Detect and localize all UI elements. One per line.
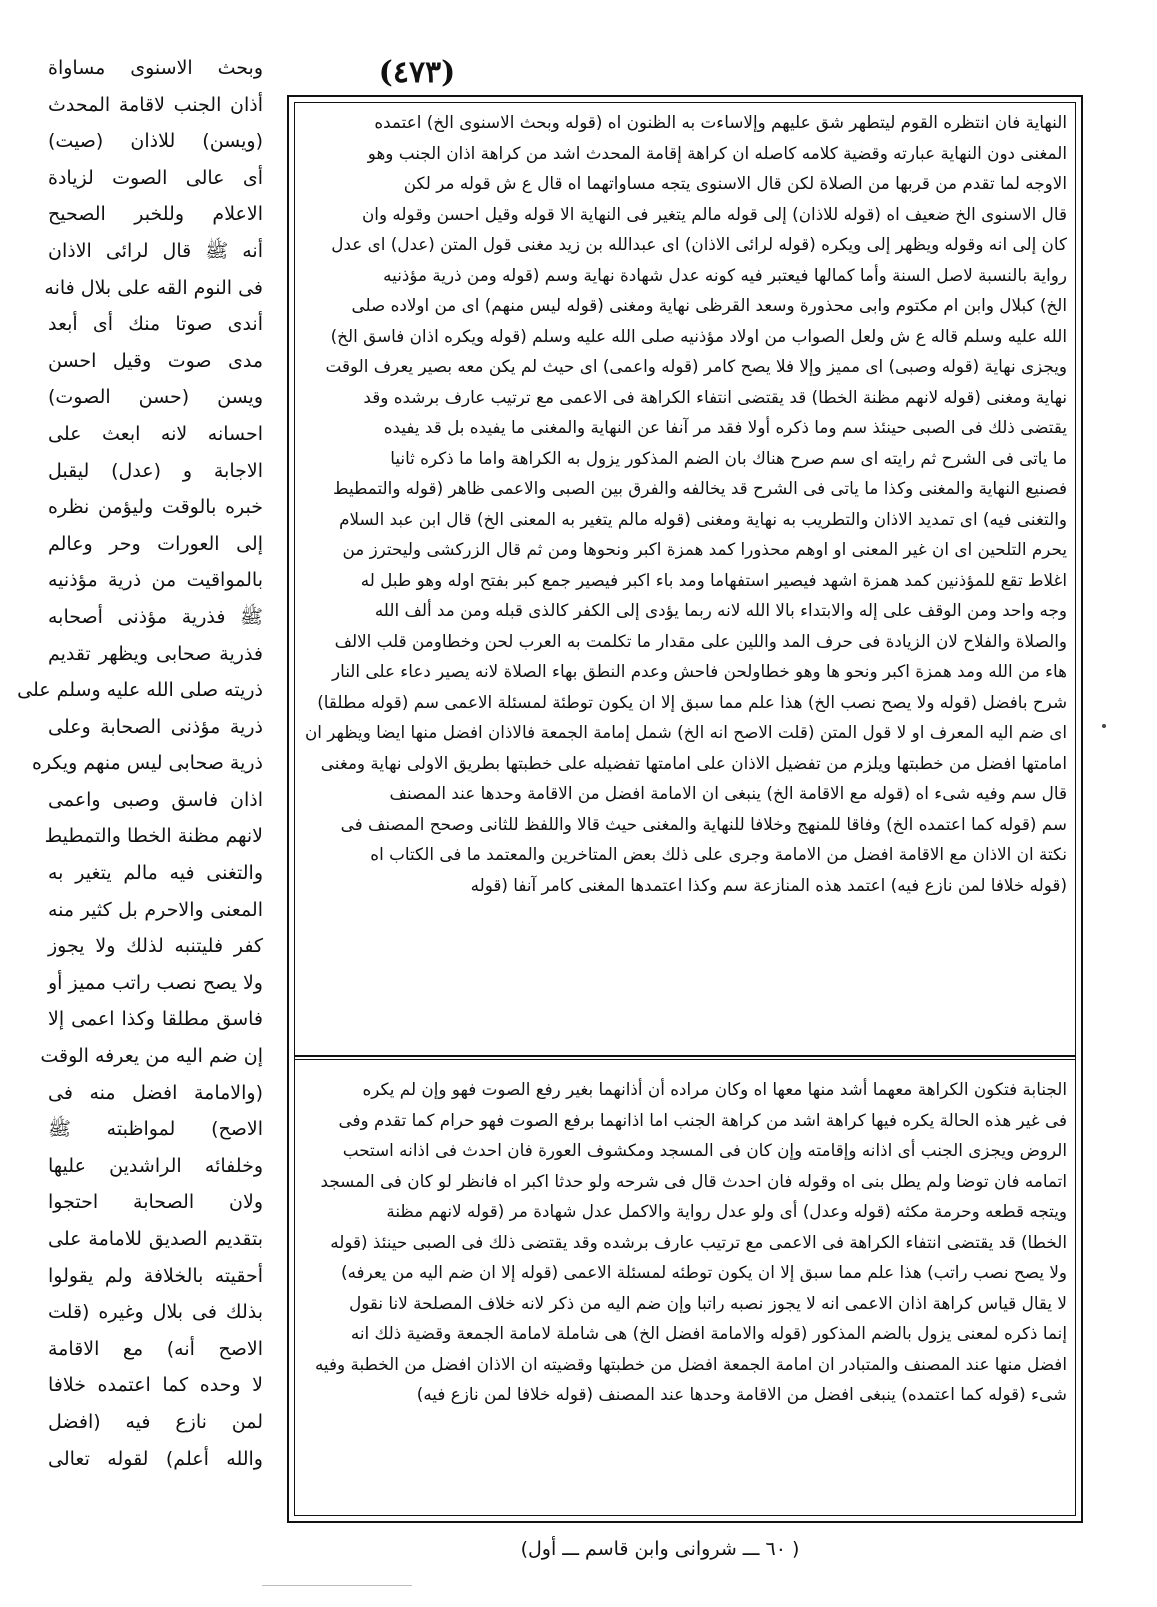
matn-line: أنه ﷺ قال لرائى الاذان [48, 239, 263, 262]
matn-line: ولان الصحابة احتجوا [48, 1191, 263, 1214]
matn-line: ذريته صلى الله عليه وسلم على [17, 679, 263, 702]
commentary-line: قال سم وفيه شىء اه (قوله مع الاقامة الخ) ينبغى ان الامامة افضل من الاقامة وحدها عند المصنف [389, 783, 1067, 803]
matn-line: والله أعلم) لقوله تعالى [48, 1447, 263, 1470]
commentary-line: افضل منها عند المصنف والمتبادر ان امامة الجمعة افضل من خطبتها وقضيته ان الاذان افضل من الخطبة وفيه [314, 1353, 1067, 1374]
matn-line: وخلفائه الراشدين عليها [48, 1154, 263, 1177]
commentary-line: فى غير هذه الحالة يكره فيها كراهة اشد من كراهة الجنب اما اذانهما برفع الصوت فهو حرام كما تقدم وفى [338, 1109, 1067, 1130]
commentary-line: المغنى دون النهاية عبارته وقضية كلامه كاصله ان كراهة إقامة المحدث اشد من كراهة اذان الجنب وهو [367, 142, 1067, 163]
commentary-line: كان إلى انه وقوله ويظهر إلى ويكره (قوله لرائى الاذان) اى عبدالله بن زيد مغنى قول المتن (عدل) اى عدل [331, 234, 1067, 254]
matn-line: لانهم مظنة الخطا والتمطيط [44, 825, 263, 848]
matn-line: خبره بالوقت وليؤمن نظره [48, 496, 263, 519]
matn-line: احسانه لانه ابعث على [48, 422, 263, 445]
commentary-line: ولا يصح نصب راتب) هذا علم مما سبق إلا ان يكون توطئه لمسئلة الاعمى (قوله إلا ان ضم اليه من يعرفه) [341, 1262, 1067, 1282]
matn-line: اذان فاسق وصبى واعمى [48, 788, 263, 811]
commentary-line: اى ضم اليه المعرف او لا قول المتن (قلت الاصح انه الخ) شمل إمامة الجمعة فالاذان افضل منها ايضا ويظهر ان [304, 722, 1067, 742]
matn-line: ﷺ فذرية مؤذنى أصحابه [48, 605, 263, 628]
matn-line: ويسن (حسن الصوت) [48, 386, 263, 409]
matn-line: أذان الجنب لاقامة المحدث [48, 93, 263, 116]
commentary-line: الاوجه لما تقدم من قربها من الصلاة لكن قال الاسنوى يتجه مساواتهما اه قال ع ش قوله مر لكن [403, 173, 1067, 193]
commentary-line: لا يقال قياس كراهة اذان الاعمى انه لا يجوز نصبه راتبا وإن ضم اليه من ذكر لانه خلاف المصلحة لانا نقول [349, 1292, 1067, 1313]
matn-line: لا وحده كما اعتمده خلافا [48, 1374, 263, 1397]
commentary-line: إنما ذكره لمعنى يزول بالضم المذكور (قوله والامامة افضل الخ) هى شاملة لامامة الجمعة وقضية ذلك انه [350, 1323, 1067, 1343]
commentary-line: والتغنى فيه) اى تمديد الاذان والتطريب به نهاية ومغنى (قوله مالم يتغير به المعنى الخ) قال ابن عبد السلام [339, 508, 1067, 529]
matn-line: بذلك فى بلال وغيره (قلت [48, 1301, 263, 1324]
section-divider [295, 1055, 1075, 1057]
matn-line: لمن نازع فيه (افضل [48, 1410, 263, 1433]
matn-line: بالمواقيت من ذرية مؤذنيه [48, 569, 263, 592]
matn-line: بتقديم الصديق للامامة على [48, 1228, 263, 1250]
commentary-line: امامتها افضل من خطبتها ويلزم من تفضيل الاذان على امامتها تفضيله على خطبتها بطريق الاولى نهاية ومغنى [320, 752, 1067, 773]
commentary-line: الجنابة فتكون الكراهة معهما أشد منها معها اه وكان مراده أن أذانهما بغير رفع الصوت فهو وإن لم يكره [362, 1079, 1067, 1099]
matn-line: (ويسن) للاذان (صيت) [48, 130, 263, 153]
matn-side-column [17, 50, 263, 1570]
commentary-line: اغلاط تقع للمؤذنين كمد همزة اشهد فيصير استفهاما ومد باء اكبر فيصير جمع كبر بفتح اوله وهو طبل له [360, 569, 1067, 590]
matn-line: الاصح أنه) مع الاقامة [48, 1337, 263, 1360]
commentary-line: يحرم التلحين اى ان غير المعنى او اوهم محذورا كمد همزة اكبر ونحوها ومن ثم قال الزركشى وليحترز من [342, 539, 1067, 559]
commentary-line: هاء من الله ومد همزة اكبر ونحو ها وهو خطاولحن فاحش وعدم النطق بهاء الصلاة لانه يصير دعاء على النار [332, 661, 1067, 681]
commentary-line: نهاية ومغنى (قوله لانهم مظنة الخطا) قد يقتضى انتفاء الكراهة فى الاعمى مع ترتيب عارف برشده وقد [363, 386, 1067, 407]
commentary-line: الله عليه وسلم قاله ع ش ولعل الصواب من اولاد مؤذنيه صلى الله عليه وسلم (قوله ويكره اذان فاسق الخ) [330, 325, 1067, 346]
matn-line: مدى صوت وقيل احسن [48, 349, 263, 372]
commentary-line: قال الاسنوى الخ ضعيف اه (قوله للاذان) إلى قوله مالم يتغير فى النهاية الا قوله وقيل احسن وقوله وان [361, 203, 1067, 224]
commentary-line: نكتة ان الاذان مع الاقامة افضل من الامامة وجرى على ذلك بعض المتاخرين والمعتمد ما فى الكتاب اه [370, 844, 1067, 864]
commentary-line: النهاية فان انتظره القوم ليتطهر شق عليهم وإلاساءت به الظنون اه (قوله وبحث الاسنوى الخ) اعتمده [374, 112, 1067, 132]
matn-line: (والامامة افضل منه فى [48, 1081, 263, 1104]
ibn-qasim-commentary [305, 1072, 1067, 1512]
commentary-line: الخ) كبلال وابن ام مكتوم وابى محذورة وسعد القرظى نهاية ومغنى (قوله ليس منهم) اى من اولاده صلى [351, 295, 1067, 315]
matn-line: إلى العورات وحر وعالم [48, 532, 263, 555]
matn-line: ذرية صحابى ليس منهم ويكره [31, 752, 263, 775]
matn-line: والتغنى فيه مالم يتغير به [48, 862, 263, 885]
matn-line: وبحث الاسنوى مساواة [48, 57, 263, 79]
commentary-line: والصلاة والفلاح لان الزيادة فى حرف المد واللين على مقدار ما تكلمت به العرب لحن وخطاومن قلب الالف [334, 630, 1067, 651]
matn-line: أى عالى الصوت لزيادة [48, 166, 263, 189]
matn-line: الاعلام وللخبر الصحيح [48, 203, 263, 226]
matn-line: فاسق مطلقا وكذا اعمى إلا [48, 1008, 263, 1031]
margin-mark [1102, 724, 1106, 728]
commentary-line: فصنيع النهاية والمغنى وكذا ما ياتى فى الشرح قد يخالفه والفرق بين الصبى والاعمى ظاهر (قوله والتمطيط [333, 478, 1067, 498]
commentary-line: سم (قوله كما اعتمده الخ) وفاقا للمنهج وخلافا للنهاية والمغنى حيث قالا واللفظ للثانى وصحح المصنف فى [340, 813, 1067, 834]
commentary-line: اتمامه فان توضا ولم يطل بنى اه وقوله فان احدث قال فى شرحه ولو حدثا اكبر اه فانظر لو كان فى المسجد [320, 1170, 1067, 1191]
commentary-line: شىء (قوله كما اعتمده) ينبغى افضل من الاقامة وحدها عند المصنف (قوله خلافا لمن نازع فيه) [416, 1384, 1067, 1404]
page-number: (٤٧٣) [378, 55, 456, 90]
commentary-line: ويتجه قطعه وحرمة مكثه (قوله وعدل) أى ولو عدل رواية والاكمل عدل شهادة مر (قوله لانهم مظنة [386, 1201, 1067, 1221]
commentary-line: ما ياتى فى الشرح ثم رايته اى سم صرح هناك بان الضم المذكور يزول به الكراهة واما ما ذكره ثانيا [390, 447, 1067, 468]
matn-line: المعنى والاحرم بل كثير منه [48, 898, 263, 921]
sharwani-commentary [305, 107, 1067, 1042]
matn-line: الاجابة و (عدل) ليقبل [48, 459, 263, 482]
section-divider-thin [295, 1059, 1075, 1060]
matn-line: الاصح) لمواظبته ﷺ [48, 1118, 263, 1141]
matn-line: ولا يصح نصب راتب مميز أو [48, 971, 263, 994]
commentary-line: الروض ويجزى الجنب أى اذانه وإقامته وإن كان فى المسجد ومكشوف العورة فان احدث فى اذانه استحب [342, 1140, 1067, 1160]
commentary-line: شرح بافضل (قوله ولا يصح نصب الخ) هذا علم مما سبق إلا ان يكون توطئة لمسئلة الاعمى سم (قوله مطلقا) [317, 691, 1067, 712]
commentary-line: رواية بالنسبة لاصل السنة وأما كمالها فيعتبر فيه كونه عدل شهادة نهاية وسم (قوله ومن ذرية مؤذنيه [383, 264, 1067, 285]
matn-line: أندى صوتا منك أى أبعد [48, 313, 263, 336]
matn-line: فى النوم القه على بلال فانه [44, 276, 263, 299]
commentary-line: وجه واحد ومن الوقف على إله والابتداء بالا الله لانه ربما يؤدى إلى الكفر كالذى قبله ومن مد ألف الله [374, 600, 1067, 620]
commentary-line: ويجزى نهاية (قوله وصبى) اى مميز وإلا فلا يصح كامر (قوله واعمى) اى حيث لم يكن معه بصير يعرف الوقت [325, 356, 1067, 376]
matn-line: أحقيته بالخلافة ولم يقولوا [48, 1264, 263, 1287]
matn-line: كفر فليتنبه لذلك ولا يجوز [48, 935, 263, 958]
commentary-frame [287, 95, 1083, 1523]
matn-line: إن ضم اليه من يعرفه الوقت [40, 1045, 263, 1068]
page-footer-signature: ( ٦٠ ـــ شروانى وابن قاسم ـــ أول) [520, 1538, 800, 1560]
commentary-line: الخطا) قد يقتضى انتفاء الكراهة فى الاعمى مع ترتيب عارف برشده وقد يقتضى ذلك فى الصبى حينئذ (قوله [330, 1231, 1067, 1252]
bottom-rule [262, 1585, 412, 1586]
matn-line: فذرية صحابى ويظهر تقديم [48, 642, 263, 665]
matn-line: ذرية مؤذنى الصحابة وعلى [48, 715, 263, 738]
commentary-line: (قوله خلافا لمن نازع فيه) اعتمد هذه المنازعة سم وكذا اعتمدها المغنى كامر آنفا (قوله [470, 874, 1067, 895]
commentary-line: يقتضى ذلك فى الصبى حينئذ سم وما ذكره أولا فقد مر آنفا عن النهاية والمغنى ما يفيده بل قد يفيده [383, 417, 1067, 437]
